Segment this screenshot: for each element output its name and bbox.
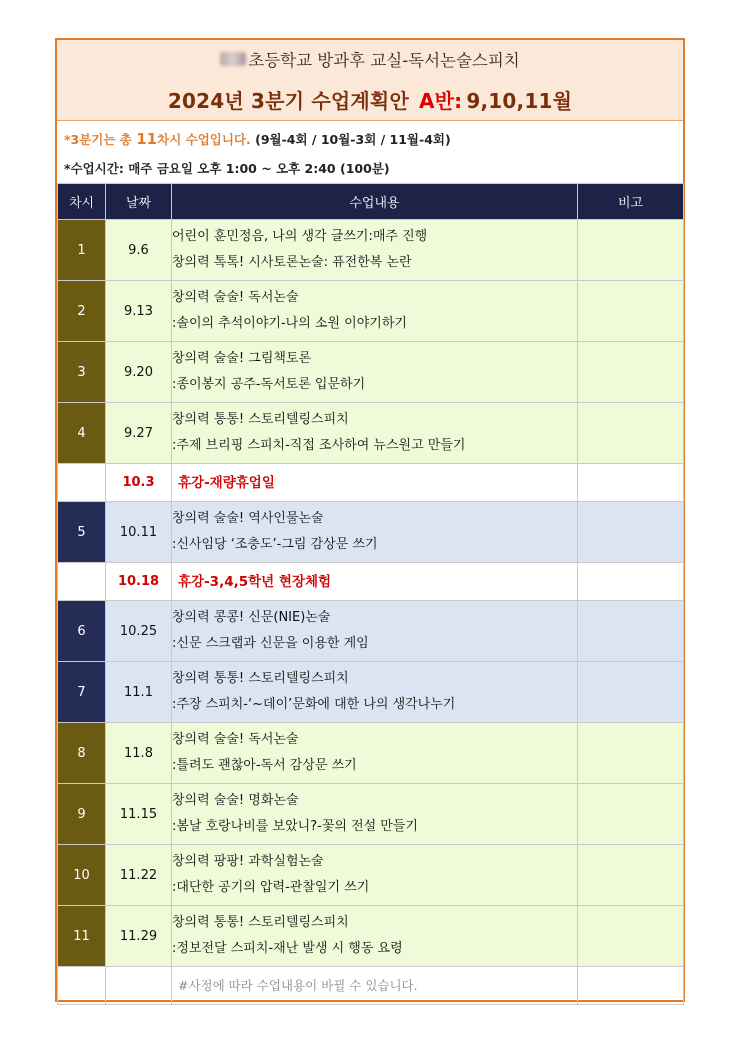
lesson-content	[172, 845, 578, 906]
lesson-row	[58, 601, 684, 662]
lesson-detail: :틀려도 괜찮아-독서 감상문 쓰기	[172, 758, 357, 773]
lesson-content	[172, 220, 578, 281]
lesson-row	[58, 281, 684, 342]
lesson-row	[58, 342, 684, 403]
header-note: 비고	[578, 184, 684, 220]
lesson-date: 10.18	[106, 563, 172, 601]
footnote-row	[58, 967, 684, 1005]
lesson-detail: :종이봉지 공주-독서토론 입문하기	[172, 377, 366, 392]
lesson-content	[172, 502, 578, 563]
note-cell	[578, 723, 684, 784]
plan-title-prefix: 2024년 3분기 수업계획안	[167, 88, 409, 113]
session-number: 5	[58, 502, 106, 563]
lesson-row	[58, 403, 684, 464]
lesson-detail: :정보전달 스피치-재난 발생 시 행동 요령	[172, 941, 403, 956]
session-number: 3	[58, 342, 106, 403]
session-number: 4	[58, 403, 106, 464]
lesson-row	[58, 723, 684, 784]
session-number: 2	[58, 281, 106, 342]
lesson-date: 11.8	[106, 723, 172, 784]
lesson-detail: :솔이의 추석이야기-나의 소원 이야기하기	[172, 316, 407, 331]
lesson-date: 11.22	[106, 845, 172, 906]
lesson-content	[172, 281, 578, 342]
lesson-content	[172, 723, 578, 784]
note-cell	[578, 906, 684, 967]
session-number-cell	[58, 563, 106, 601]
lesson-date: 10.25	[106, 601, 172, 662]
lesson-row	[58, 662, 684, 723]
lesson-title: 창의력 통통! 스토리텔링스피치	[172, 915, 349, 930]
lesson-title: 어린이 훈민정음, 나의 생각 글쓰기:매주 진행	[172, 229, 428, 244]
empty-cell	[106, 967, 172, 1005]
plan-months: 9,10,11월	[466, 88, 573, 113]
empty-cell	[578, 967, 684, 1005]
lesson-detail: 창의력 톡톡! 시사토론논술: 퓨전한복 논란	[172, 255, 412, 270]
holiday-row	[58, 464, 684, 502]
lesson-row	[58, 502, 684, 563]
blurred-school-name	[220, 52, 246, 66]
lesson-title: 창의력 술술! 독서논술	[172, 290, 299, 305]
school-title	[57, 40, 683, 79]
lesson-row	[58, 845, 684, 906]
plan-class: A반:	[418, 88, 463, 113]
session-number: 1	[58, 220, 106, 281]
lesson-title: 창의력 콩콩! 신문(NIE)논술	[172, 610, 331, 625]
lesson-plan-table	[57, 183, 684, 1005]
plan-title	[57, 78, 683, 121]
lesson-date: 9.27	[106, 403, 172, 464]
note-cell	[578, 601, 684, 662]
lesson-title: 창의력 통통! 스토리텔링스피치	[172, 671, 349, 686]
lesson-date: 9.13	[106, 281, 172, 342]
lesson-detail: :봄날 호랑나비를 보았니?-꽃의 전설 만들기	[172, 819, 418, 834]
note-cell	[578, 784, 684, 845]
lesson-date: 10.3	[106, 464, 172, 502]
lesson-detail: :주제 브리핑 스피치-직접 조사하여 뉴스원고 만들기	[172, 438, 466, 453]
school-title-text: 초등학교 방과후 교실-독서논술스피치	[248, 51, 520, 70]
lesson-detail: :주장 스피치-‘~데이’문화에 대한 나의 생각나누기	[172, 697, 456, 712]
note-cell	[578, 281, 684, 342]
lesson-date: 9.6	[106, 220, 172, 281]
lesson-content	[172, 403, 578, 464]
lesson-content	[172, 906, 578, 967]
note-cell	[578, 342, 684, 403]
note-cell	[578, 563, 684, 601]
session-count-prefix: *3분기는 총	[64, 132, 137, 147]
note-cell	[578, 662, 684, 723]
lesson-row	[58, 784, 684, 845]
header-date: 날짜	[106, 184, 172, 220]
note-cell	[578, 403, 684, 464]
header-content: 수업내용	[172, 184, 578, 220]
session-number: 7	[58, 662, 106, 723]
note-cell	[578, 464, 684, 502]
lesson-row	[58, 220, 684, 281]
empty-cell	[58, 967, 106, 1005]
session-count-info	[64, 130, 451, 148]
lesson-date: 11.1	[106, 662, 172, 723]
header-session: 차시	[58, 184, 106, 220]
footnote: #사정에 따라 수업내용이 바뀔 수 있습니다.	[172, 967, 578, 1005]
lesson-title: 창의력 술술! 역사인물논술	[172, 511, 324, 526]
table-header-row	[58, 184, 684, 220]
lesson-title: 창의력 술술! 명화논술	[172, 793, 299, 808]
lesson-detail: :신문 스크랩과 신문을 이용한 게임	[172, 636, 369, 651]
note-cell	[578, 220, 684, 281]
lesson-content	[172, 784, 578, 845]
plan-document	[55, 38, 685, 1002]
session-number: 6	[58, 601, 106, 662]
lesson-title: 창의력 팡팡! 과학실험논술	[172, 854, 324, 869]
lesson-detail: :신사임당 ‘조충도’-그림 감상문 쓰기	[172, 537, 378, 552]
lesson-date: 10.11	[106, 502, 172, 563]
session-number: 9	[58, 784, 106, 845]
lesson-date: 9.20	[106, 342, 172, 403]
session-count-suffix: 차시 수업입니다.	[157, 132, 251, 147]
holiday-row	[58, 563, 684, 601]
lesson-content	[172, 342, 578, 403]
holiday-text: 휴강-재량휴업일	[172, 464, 578, 502]
lesson-content	[172, 601, 578, 662]
session-count: 11	[136, 130, 158, 148]
lesson-title: 창의력 술술! 그림책토론	[172, 351, 312, 366]
session-number: 11	[58, 906, 106, 967]
session-number-cell	[58, 464, 106, 502]
session-month-detail: (9월-4회 / 10월-3회 / 11월-4회)	[250, 132, 451, 147]
lesson-detail: :대단한 공기의 압력-관찰일기 쓰기	[172, 880, 370, 895]
class-time-info: *수업시간: 매주 금요일 오후 1:00 ~ 오후 2:40 (100분)	[64, 161, 390, 176]
lesson-date: 11.15	[106, 784, 172, 845]
lesson-content	[172, 662, 578, 723]
lesson-date: 11.29	[106, 906, 172, 967]
note-cell	[578, 845, 684, 906]
session-number: 10	[58, 845, 106, 906]
lesson-row	[58, 906, 684, 967]
note-cell	[578, 502, 684, 563]
lesson-title: 창의력 술술! 독서논술	[172, 732, 299, 747]
session-number: 8	[58, 723, 106, 784]
lesson-title: 창의력 통통! 스토리텔링스피치	[172, 412, 349, 427]
holiday-text: 휴강-3,4,5학년 현장체험	[172, 563, 578, 601]
